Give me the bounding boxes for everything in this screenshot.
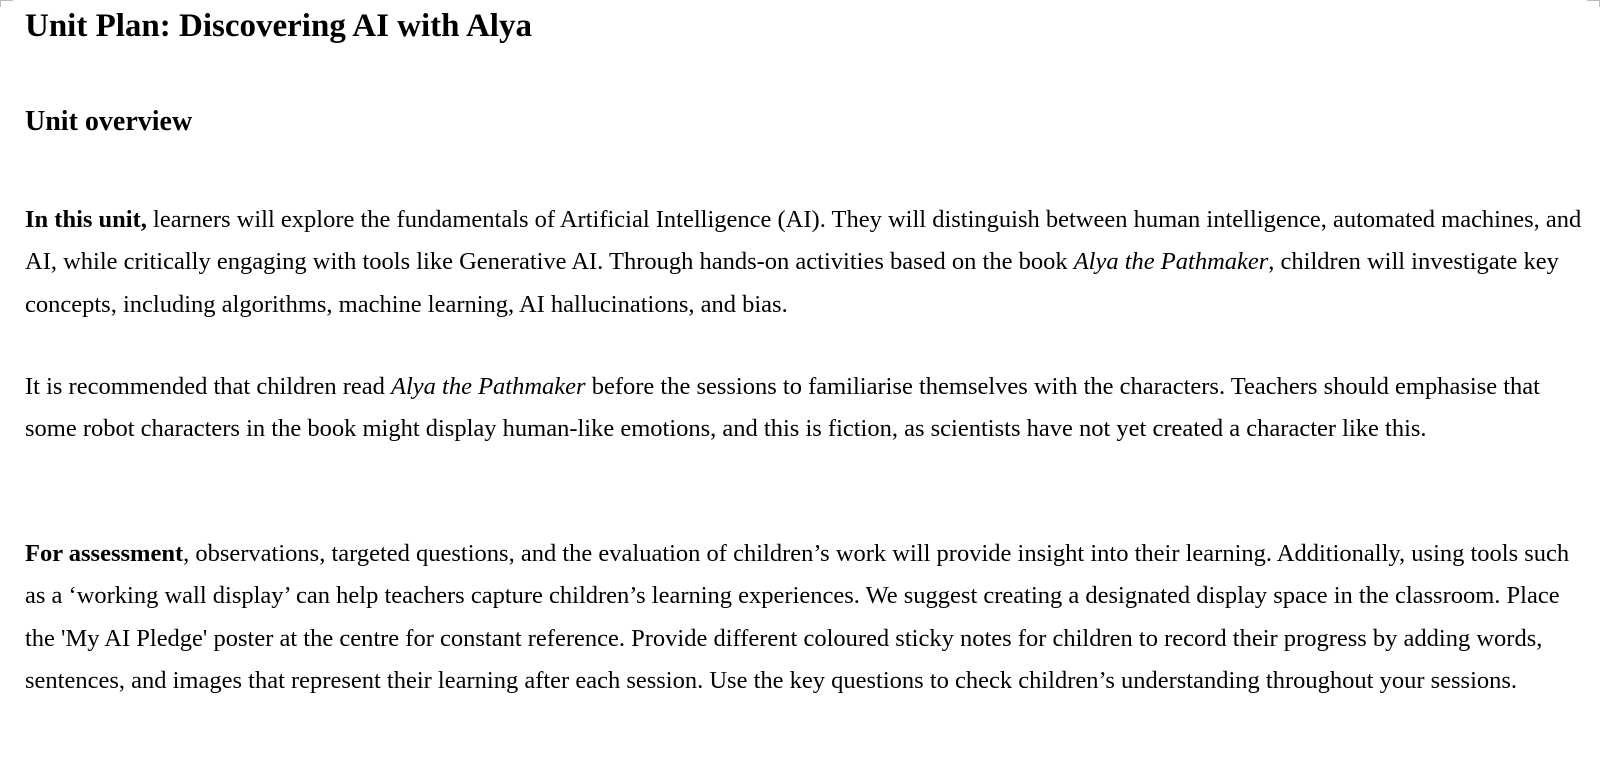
paragraph-text: , observations, targeted questions, and the evaluation of children’s work will provide insight into their learning. Additionally, using tools such as a ‘working wall display’ can help teachers capture children’s learning experiences. We suggest creating a designated display space in the classroom. Place the 'My AI Pledge' poster at the centre for constant reference. Provide different coloured sticky notes for children to record their progress by adding words, sentences, and images that represent their learning after each session. Use the key questions to check children’s understanding throughout your sessions. [25, 540, 1570, 695]
book-title-italic: Alya the Pathmaker [391, 373, 586, 400]
paragraph-text: It is recommended that children read [25, 373, 391, 400]
document-title: Unit Plan: Discovering AI with Alya [25, 8, 532, 44]
page-corner-mark-right [1587, 0, 1600, 7]
section-heading-unit-overview: Unit overview [25, 106, 193, 137]
paragraph-lead-bold: In this unit, [25, 206, 147, 233]
paragraph-reading-recommendation [25, 366, 1585, 451]
paragraph-text: , children will investigate key concepts, including algorithms, machine learning, AI hallucinations, and bias. [25, 248, 1559, 318]
paragraph-assessment [25, 533, 1585, 703]
paragraph-text: learners will explore the fundamentals of Artificial Intelligence (AI). They will distinguish between human intelligence, automated machines, and AI, while critically engaging with tools like Generative AI. Through hands-on activities based on the book [25, 206, 1582, 276]
paragraph-lead-bold: For assessment [25, 540, 184, 567]
page-corner-mark-left [0, 0, 13, 7]
paragraph-text: before the sessions to familiarise themselves with the characters. Teachers should emphasise that some robot characters in the book might display human-like emotions, and this is fiction, as scientists have not yet created a character like this. [25, 373, 1540, 443]
paragraph-unit-intro [25, 199, 1585, 326]
book-title-italic: Alya the Pathmaker [1073, 248, 1269, 276]
